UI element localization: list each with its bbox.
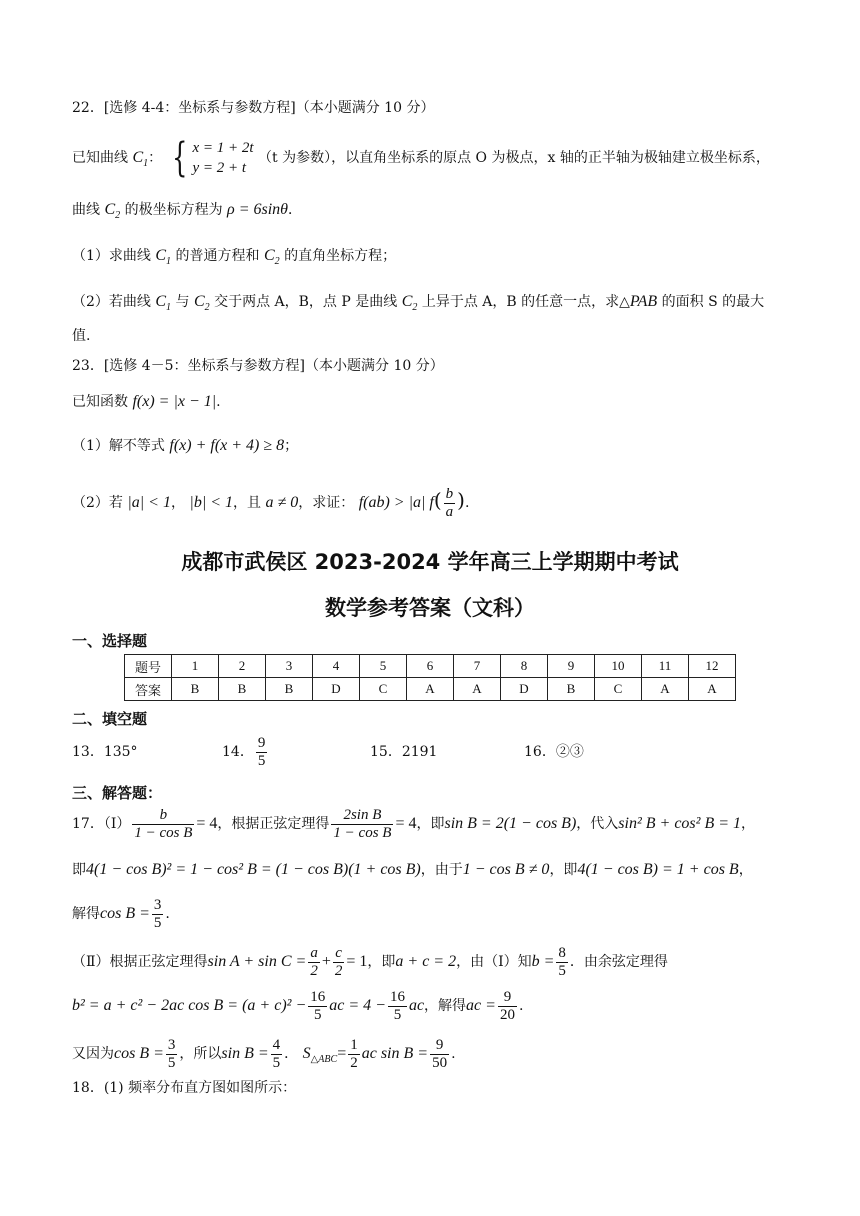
q22-title: 22．[选修 4-4：坐标系与参数方程]（本小题满分 10 分） xyxy=(72,100,435,116)
fraction: $\frac{3}{5}$ xyxy=(153,896,162,931)
fraction: $\frac{9}{20}$ xyxy=(499,988,515,1023)
table-cell: 11 xyxy=(642,655,689,678)
section-choice: 一、选择题 xyxy=(72,632,148,650)
q22-p2-text-d: 上异于点 A，B 的任意一点，求△ xyxy=(421,294,630,310)
fraction-b-over-a: $\frac{b}{a}$ xyxy=(445,485,454,520)
fill-16: 16．②③ xyxy=(524,744,584,760)
q22-p1-text: （1）求曲线 xyxy=(72,248,151,264)
table-cell: B xyxy=(266,678,313,701)
fraction: $\frac{3}{5}$ xyxy=(167,1036,176,1071)
table-header-number: 题号 xyxy=(125,655,172,678)
q17-text: ，即 xyxy=(367,954,396,970)
fill-15: 15．2191 xyxy=(370,744,438,760)
q17-text: ，由（Ⅰ）知 xyxy=(456,954,532,970)
equation: 4(1 − cos B) = 1 + cos B xyxy=(577,861,739,878)
table-cell: 5 xyxy=(360,655,407,678)
q17-text: 又因为 xyxy=(72,1046,114,1062)
q17-text: ，即 xyxy=(416,816,445,832)
system-brace: { xyxy=(171,135,187,181)
q17-text: ，由于 xyxy=(420,862,463,878)
table-cell: B xyxy=(219,678,266,701)
q17-line6 xyxy=(72,1034,456,1080)
fraction: $\frac{b}{\text{1 − cos B}}$ xyxy=(134,806,193,841)
section-fill: 二、填空题 xyxy=(72,710,148,728)
table-cell: A xyxy=(689,678,736,701)
c2-symbol: $C_2$ xyxy=(193,293,210,314)
proof-expression: f(ab) > |a| f xyxy=(358,494,434,511)
q17-text: 即 xyxy=(72,862,86,878)
table-cell: B xyxy=(172,678,219,701)
fraction: $\frac{1}{2}$ xyxy=(350,1036,358,1071)
q23-p1-end: ； xyxy=(284,438,299,454)
q22-line2-text: 曲线 xyxy=(72,202,100,218)
table-header-answer: 答案 xyxy=(125,678,172,701)
q22-line2-end: ． xyxy=(288,202,303,218)
fraction: $\frac{\text{2sin B}}{\text{1 − cos B}}$ xyxy=(333,806,392,841)
q23-p2-text-b: ，且 xyxy=(233,495,262,511)
inequality: f(x) + f(x + 4) ≥ 8 xyxy=(169,437,285,454)
q22-intro-text: 已知曲线 xyxy=(72,150,128,166)
c2-symbol: $C_2$ xyxy=(263,247,280,268)
q17-text: （Ⅱ）根据正弦定理得 xyxy=(72,954,208,970)
table-cell: 2 xyxy=(219,655,266,678)
fraction: $\frac{c}{2}$ xyxy=(334,944,343,979)
table-cell: 10 xyxy=(595,655,642,678)
q23-sep: ， xyxy=(170,495,185,511)
equation: a + c = 2 xyxy=(395,953,457,970)
fraction: $\frac{9}{50}$ xyxy=(432,1036,448,1071)
table-cell: A xyxy=(642,678,689,701)
q17-text: ，所以 xyxy=(179,1046,222,1062)
c1-symbol: $C_1$ xyxy=(155,293,172,314)
fraction-9-5: $\frac{9}{5}$ xyxy=(257,734,266,769)
q22-intro-line: 已知曲线 $C_1$： { x = 1 + 2t y = 2 + t （t 为参数），以直角坐标系的原点 O 为极点，x 轴的正半轴为极轴建立极坐标系， xyxy=(72,135,770,181)
q17-text: ．由余弦定理得 xyxy=(569,954,668,970)
table-cell: A xyxy=(454,678,501,701)
q23-p2-end: . xyxy=(464,495,470,511)
equation: = 4 xyxy=(196,815,218,832)
c1-symbol: $C_1$ xyxy=(132,149,149,170)
table-cell: 6 xyxy=(407,655,454,678)
q23-part1 xyxy=(72,436,298,456)
equation: sin² B + cos² B = 1 xyxy=(618,815,742,832)
q22-part1 xyxy=(72,246,396,272)
equation: cos B = xyxy=(114,1045,164,1062)
q17-text: ，代入 xyxy=(576,816,619,832)
equation: = 1 xyxy=(346,953,368,970)
q23-intro xyxy=(72,392,221,412)
equation: ac xyxy=(408,997,425,1014)
q22-line2-text-b: 的极坐标方程为 xyxy=(124,202,223,218)
equation: sin B = 2(1 − cos B) xyxy=(444,815,577,832)
table-row xyxy=(125,655,736,678)
section-solve: 三、解答题： xyxy=(72,784,163,802)
answer-table xyxy=(124,654,736,701)
q22-p1-text-b: 的普通方程和 xyxy=(175,248,260,264)
equation: sin A + sin C = xyxy=(207,953,307,970)
function-definition: f(x) = |x − 1| xyxy=(132,393,217,410)
table-cell: 7 xyxy=(454,655,501,678)
triangle-pab: PAB xyxy=(629,293,658,310)
q22-p2-text: （2）若曲线 xyxy=(72,294,151,310)
q17-line5 xyxy=(72,986,523,1026)
q22-part2-wrap: 值. xyxy=(72,328,91,344)
answer-subtitle: 数学参考答案（文科） xyxy=(325,596,535,620)
equation: ac = xyxy=(466,997,496,1014)
q17-label: 17．（Ⅰ） xyxy=(72,816,131,832)
equation: = 4 xyxy=(395,815,417,832)
fill-13: 13．135° xyxy=(72,744,138,760)
q17-line2 xyxy=(72,860,753,880)
table-cell: D xyxy=(313,678,360,701)
c2-symbol: $C_2$ xyxy=(104,201,121,222)
equation: 4(1 − cos B)² = 1 − cos² B = (1 − cos B)(1 + cos B) xyxy=(86,861,421,878)
table-cell: C xyxy=(360,678,407,701)
answer-title: 成都市武侯区 2023-2024 学年高三上学期期中考试 xyxy=(181,550,679,574)
q18-line1: 18．(1) 频率分布直方图如图所示： xyxy=(72,1080,297,1096)
q22-part2 xyxy=(72,292,764,318)
q17-text: ， xyxy=(741,816,756,832)
q17-text: ，根据正弦定理得 xyxy=(217,816,330,832)
table-cell: 3 xyxy=(266,655,313,678)
paren-close: ) xyxy=(457,488,465,512)
fraction: $\frac{8}{5}$ xyxy=(558,944,566,979)
q23-p2-text-c: ，求证： xyxy=(298,495,355,511)
equation: ac = 4 − xyxy=(329,997,386,1014)
q17-text: ， xyxy=(738,862,753,878)
q17-text: . xyxy=(518,998,524,1014)
equation: cos B = xyxy=(100,905,150,922)
table-cell: 1 xyxy=(172,655,219,678)
equation: b² = a + c² − 2ac cos B = (a + c)² − xyxy=(72,997,307,1014)
equation: 1 − cos B ≠ 0 xyxy=(462,861,550,878)
q17-line4 xyxy=(72,942,668,982)
table-cell: 9 xyxy=(548,655,595,678)
q23-title: 23．[选修 4－5：坐标系与参数方程]（本小题满分 10 分） xyxy=(72,358,444,374)
q22-line2 xyxy=(72,200,302,226)
table-cell: 12 xyxy=(689,655,736,678)
q22-intro-text-b: （t 为参数），以直角坐标系的原点 O 为极点，x 轴的正半轴为极轴建立极坐标系， xyxy=(258,150,770,166)
c2-symbol: $C_2$ xyxy=(401,293,418,314)
fraction: $\frac{16}{5}$ xyxy=(310,988,326,1023)
table-cell: B xyxy=(548,678,595,701)
condition-b: |b| < 1 xyxy=(189,494,234,511)
equation: ac sin B = xyxy=(361,1045,429,1062)
fraction: $\frac{4}{5}$ xyxy=(272,1036,281,1071)
table-cell: 4 xyxy=(313,655,360,678)
equation: b = xyxy=(531,953,555,970)
q17-text: ，即 xyxy=(549,862,578,878)
fill-14 xyxy=(222,734,269,770)
fraction: $\frac{16}{5}$ xyxy=(389,988,405,1023)
q23-p2-text: （2）若 xyxy=(72,495,123,511)
q23-intro-end: . xyxy=(216,394,221,410)
paren-open: ( xyxy=(433,488,442,512)
q23-intro-text: 已知函数 xyxy=(72,394,128,410)
q22-p1-text-c: 的直角坐标方程； xyxy=(284,248,397,264)
plus-sign: + xyxy=(321,953,331,970)
parametric-system xyxy=(192,138,253,178)
fill-14-label: 14． xyxy=(222,744,254,760)
q23-part2 xyxy=(72,480,469,523)
polar-equation: ρ = 6sinθ xyxy=(227,201,289,218)
q17-line3 xyxy=(72,894,170,934)
c1-symbol: $C_1$ xyxy=(155,247,172,268)
q17-text: ，解得 xyxy=(424,998,467,1014)
q17-text: . xyxy=(451,1046,456,1062)
q23-p1-text: （1）解不等式 xyxy=(72,438,165,454)
q17-text: . xyxy=(165,906,170,922)
q17-text: 解得 xyxy=(72,906,100,922)
sys-line-2: y = 2 + t xyxy=(192,160,247,176)
q22-p2-text-b: 与 xyxy=(175,294,190,310)
equation: sin B = xyxy=(221,1045,269,1062)
q22-p2-text-c: 交于两点 A，B，点 P 是曲线 xyxy=(214,294,398,310)
table-cell: A xyxy=(407,678,454,701)
table-cell: 8 xyxy=(501,655,548,678)
fraction: $\frac{a}{2}$ xyxy=(310,944,318,979)
area-symbol: $S_{\triangle ABC}$ xyxy=(302,1045,338,1066)
condition-a-nonzero: a ≠ 0 xyxy=(265,494,299,511)
sys-line-1: x = 1 + 2t xyxy=(192,140,254,156)
q17-text: ． xyxy=(284,1046,299,1062)
q22-p2-text-f: 的面积 S 的最大 xyxy=(661,294,765,310)
condition-a: |a| < 1 xyxy=(127,494,171,511)
equation: = xyxy=(337,1045,347,1062)
table-cell: C xyxy=(595,678,642,701)
q17-line1 xyxy=(72,804,755,844)
table-cell: D xyxy=(501,678,548,701)
table-row xyxy=(125,678,736,701)
